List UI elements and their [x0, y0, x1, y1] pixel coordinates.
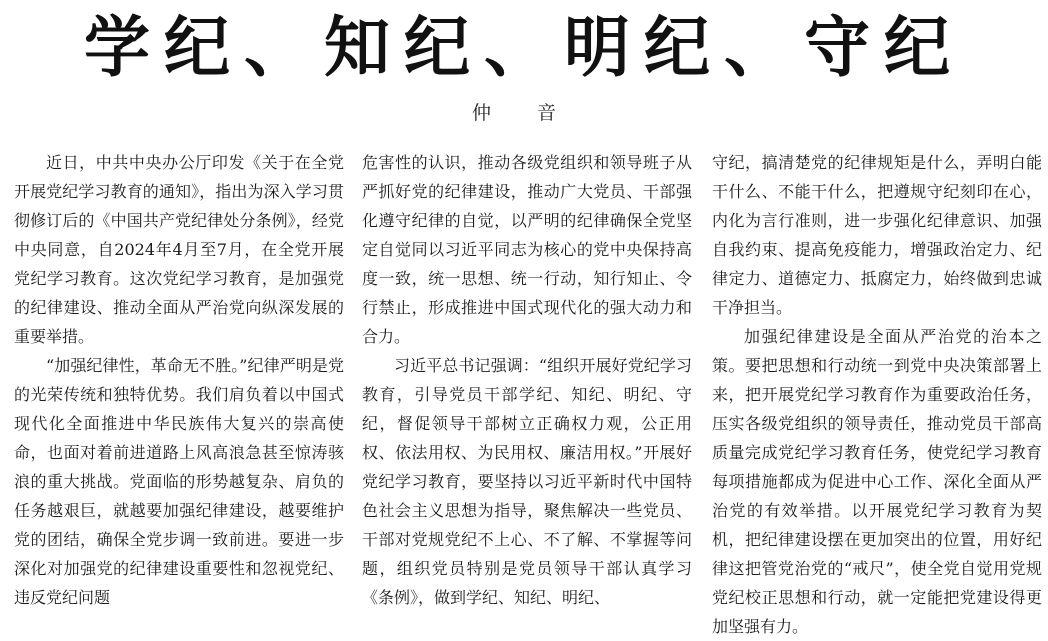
paragraph: 近日，中共中央办公厅印发《关于在全党开展党纪学习教育的通知》，指出为深入学习贯彻修订后的《中国共产党纪律处分条例》，经党中央同意，自2024年4月至7月，在全党开展党纪学习教育。这次党纪学习教育，是加强党的纪律建设、推动全面从严治党向纵深发展的重要举措。: [14, 153, 344, 346]
paragraph: 加强纪律建设是全面从严治党的治本之策。要把思想和行动统一到党中央决策部署上来，把开展党纪学习教育作为重要政治任务，压实各级党组织的领导责任，推动党员干部高质量完成党纪学习教育任务，使党纪学习教育每项措施都成为促进中心工作、深化全面从严治党的有效举措。以开展党纪学习教育为契机，把纪律建设摆在更加突出的位置，用好纪律这把管党治党的“戒尺”，使全党自觉用党规党纪校正思想和行动，就一定能把党建设得更加坚强有力。: [712, 327, 1042, 636]
article-author: 仲 音: [471, 102, 577, 124]
text-column-3: [712, 148, 1042, 636]
paragraph: 危害性的认识，推动各级党组织和领导班子从严抓好党的纪律建设，推动广大党员、干部强化遵守纪律的自觉，以严明的纪律确保全党坚定自觉同以习近平同志为核心的党中央保持高度一致，统一思想、统一行动，知行知止、令行禁止，形成推进中国式现代化的强大动力和合力。: [362, 153, 692, 346]
paragraph: 习近平总书记强调：“组织开展好党纪学习教育，引导党员干部学纪、知纪、明纪、守纪，督促领导干部树立正确权力观，公正用权、依法用权、为民用权、廉洁用权。”开展好党纪学习教育，要坚持以习近平新时代中国特色社会主义思想为指导，聚焦解决一些党员、干部对党规党纪不上心、不了解、不掌握等问题，组织党员特别是党员领导干部认真学习《条例》，做到学纪、知纪、明纪、: [362, 356, 692, 607]
text-column-2: [362, 148, 692, 608]
paragraph: “加强纪律性，革命无不胜。”纪律严明是党的光荣传统和独特优势。我们肩负着以中国式现代化全面推进中华民族伟大复兴的崇高使命，也面对着前进道路上风高浪急甚至惊涛骇浪的重大挑战。党面临的形势越复杂、肩负的任务越艰巨，就越要加强纪律建设，越要维护党的团结，确保全党步调一致前进。要进一步深化对加强党的纪律建设重要性和忽视党纪、违反党纪问题: [14, 356, 344, 607]
text-column-1: [14, 148, 344, 608]
article-title: 学纪、知纪、明纪、守纪: [84, 9, 964, 86]
paragraph: 守纪，搞清楚党的纪律规矩是什么，弄明白能干什么、不能干什么，把遵规守纪刻印在心，内化为言行准则，进一步强化纪律意识、加强自我约束、提高免疫能力，增强政治定力、纪律定力、道德定力、抵腐定力，始终做到忠诚干净担当。: [712, 153, 1042, 317]
